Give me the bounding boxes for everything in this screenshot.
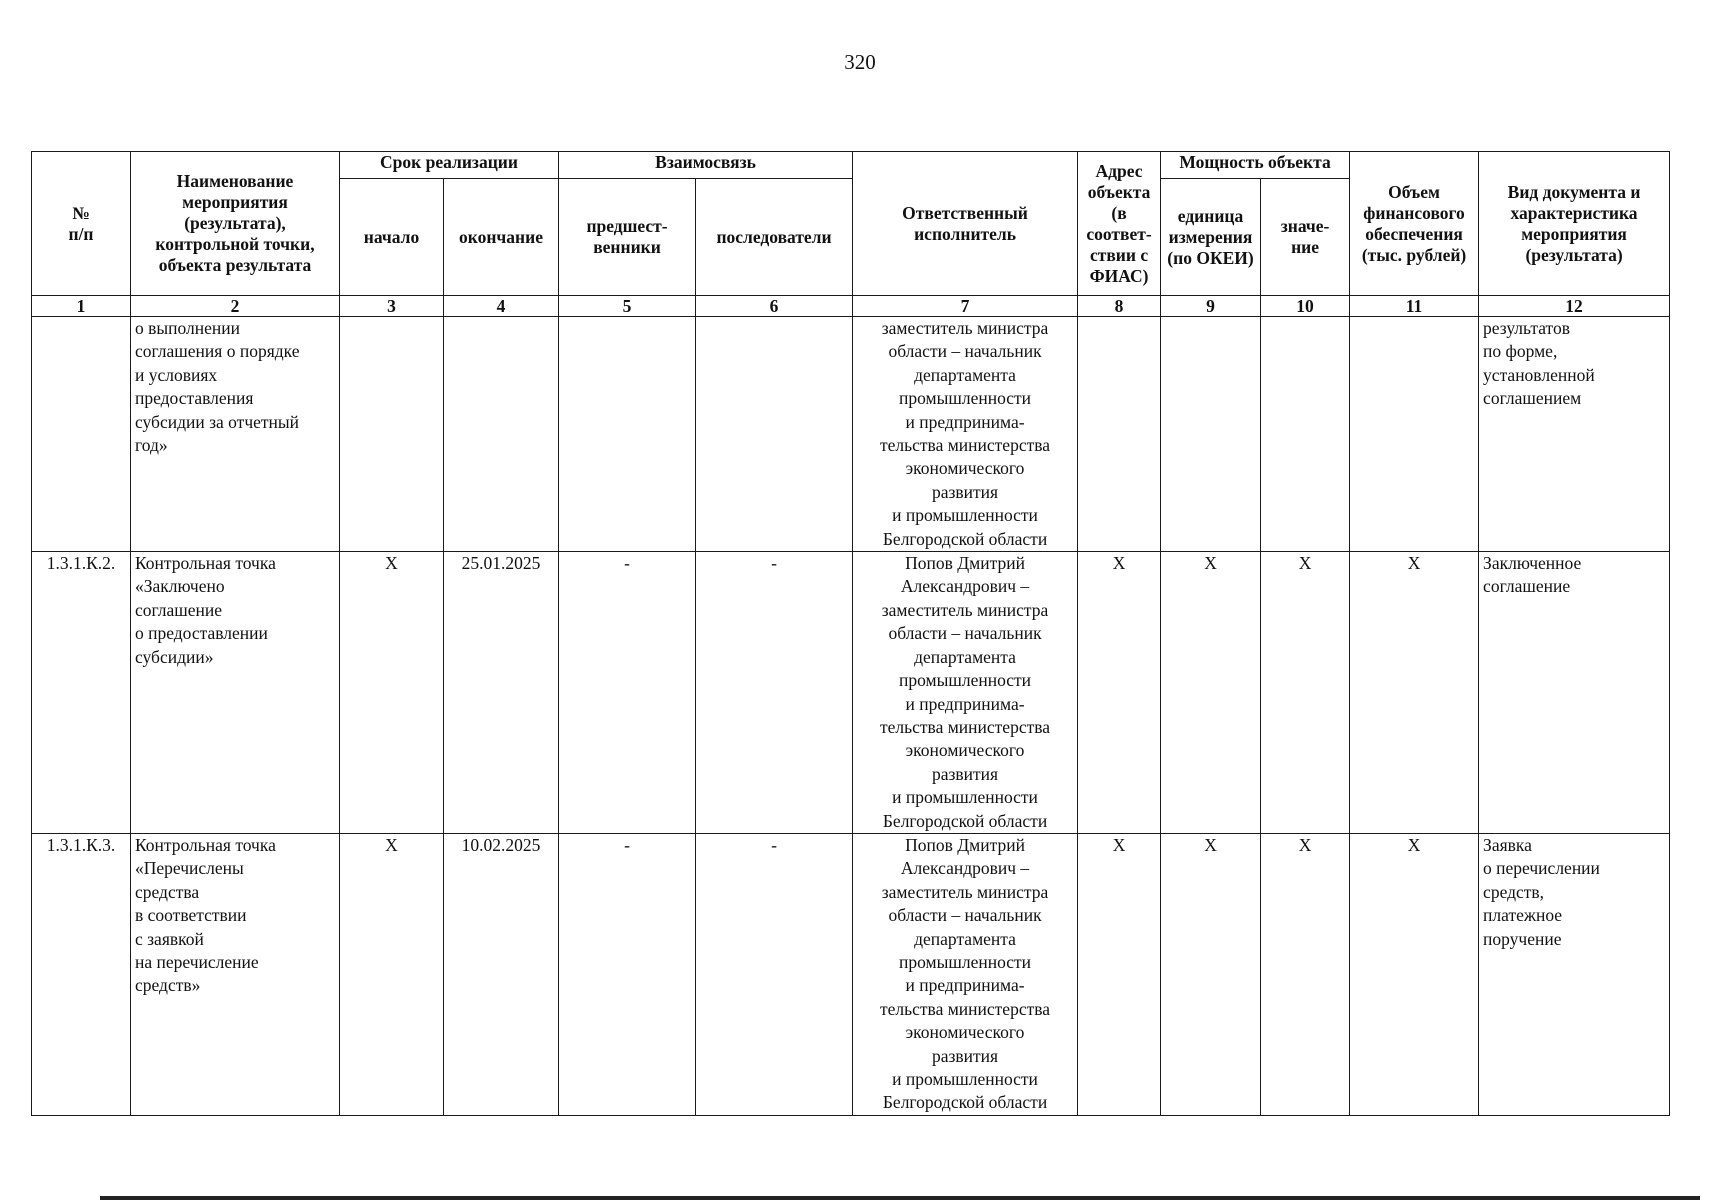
column-number: 10 xyxy=(1261,296,1350,317)
row-address: X xyxy=(1078,552,1161,834)
row-number: 1.3.1.К.3. xyxy=(32,833,131,1115)
scan-edge-line xyxy=(100,1196,1700,1200)
row-predecessors xyxy=(559,317,696,552)
row-finance: X xyxy=(1350,552,1479,834)
header-document: Вид документа и характеристика мероприятия (результата) xyxy=(1479,152,1670,296)
column-number: 4 xyxy=(444,296,559,317)
row-address xyxy=(1078,317,1161,552)
header-capacity-group: Мощность объекта xyxy=(1161,152,1350,179)
table-row xyxy=(32,317,1670,552)
header-predecessors: предшест- венники xyxy=(559,179,696,296)
row-name: о выполнении соглашения о порядке и условиях предоставления субсидии за отчетный год» xyxy=(131,317,340,552)
column-number-row xyxy=(32,296,1670,317)
table-row xyxy=(32,552,1670,834)
row-end: 10.02.2025 xyxy=(444,833,559,1115)
header-successors: последователи xyxy=(696,179,853,296)
row-number: 1.3.1.К.2. xyxy=(32,552,131,834)
column-number: 7 xyxy=(853,296,1078,317)
table-row xyxy=(32,833,1670,1115)
row-number xyxy=(32,317,131,552)
header-finance: Объем финансового обеспечения (тыс. рублей) xyxy=(1350,152,1479,296)
row-name: Контрольная точка «Перечислены средства в соответствии с заявкой на перечисление средств» xyxy=(131,833,340,1115)
activity-plan-table xyxy=(31,151,1670,1116)
row-end xyxy=(444,317,559,552)
row-executor: заместитель министра области – начальник департамента промышленности и предпринима- тельства министерства экономического развития и промышленности Белгородской области xyxy=(853,317,1078,552)
header-value: значе- ние xyxy=(1261,179,1350,296)
row-value xyxy=(1261,317,1350,552)
row-end: 25.01.2025 xyxy=(444,552,559,834)
row-start xyxy=(340,317,444,552)
row-value: X xyxy=(1261,552,1350,834)
header-num: № п/п xyxy=(32,152,131,296)
header-row-1 xyxy=(32,152,1670,179)
column-number: 3 xyxy=(340,296,444,317)
row-value: X xyxy=(1261,833,1350,1115)
row-predecessors: - xyxy=(559,552,696,834)
row-unit xyxy=(1161,317,1261,552)
header-unit: единица измерения (по ОКЕИ) xyxy=(1161,179,1261,296)
column-number: 1 xyxy=(32,296,131,317)
header-address: Адрес объекта (в соответ-ствии с ФИАС) xyxy=(1078,152,1161,296)
row-finance xyxy=(1350,317,1479,552)
row-start: X xyxy=(340,833,444,1115)
row-successors xyxy=(696,317,853,552)
header-executor: Ответственный исполнитель xyxy=(853,152,1078,296)
column-number: 6 xyxy=(696,296,853,317)
column-number: 5 xyxy=(559,296,696,317)
header-end: окончание xyxy=(444,179,559,296)
row-finance: X xyxy=(1350,833,1479,1115)
page-number: 320 xyxy=(844,50,876,74)
header-name: Наименование мероприятия (результата), контрольной точки, объекта результата xyxy=(131,152,340,296)
row-unit: X xyxy=(1161,552,1261,834)
row-document: результатов по форме, установленной соглашением xyxy=(1479,317,1670,552)
header-link-group: Взаимосвязь xyxy=(559,152,853,179)
row-executor: Попов Дмитрий Александрович – заместитель министра области – начальник департамента промышленности и предпринима- тельства министерства экономического развития и промышленности Белгородской области xyxy=(853,833,1078,1115)
row-start: X xyxy=(340,552,444,834)
row-successors: - xyxy=(696,552,853,834)
row-successors: - xyxy=(696,833,853,1115)
column-number: 11 xyxy=(1350,296,1479,317)
column-number: 2 xyxy=(131,296,340,317)
column-number: 8 xyxy=(1078,296,1161,317)
row-predecessors: - xyxy=(559,833,696,1115)
row-name: Контрольная точка «Заключено соглашение о предоставлении субсидии» xyxy=(131,552,340,834)
row-document: Заключенное соглашение xyxy=(1479,552,1670,834)
row-executor: Попов Дмитрий Александрович – заместитель министра области – начальник департамента промышленности и предпринима- тельства министерства экономического развития и промышленности Белгородской области xyxy=(853,552,1078,834)
row-unit: X xyxy=(1161,833,1261,1115)
column-number: 9 xyxy=(1161,296,1261,317)
header-start: начало xyxy=(340,179,444,296)
row-document: Заявка о перечислении средств, платежное поручение xyxy=(1479,833,1670,1115)
header-term-group: Срок реализации xyxy=(340,152,559,179)
column-number: 12 xyxy=(1479,296,1670,317)
row-address: X xyxy=(1078,833,1161,1115)
